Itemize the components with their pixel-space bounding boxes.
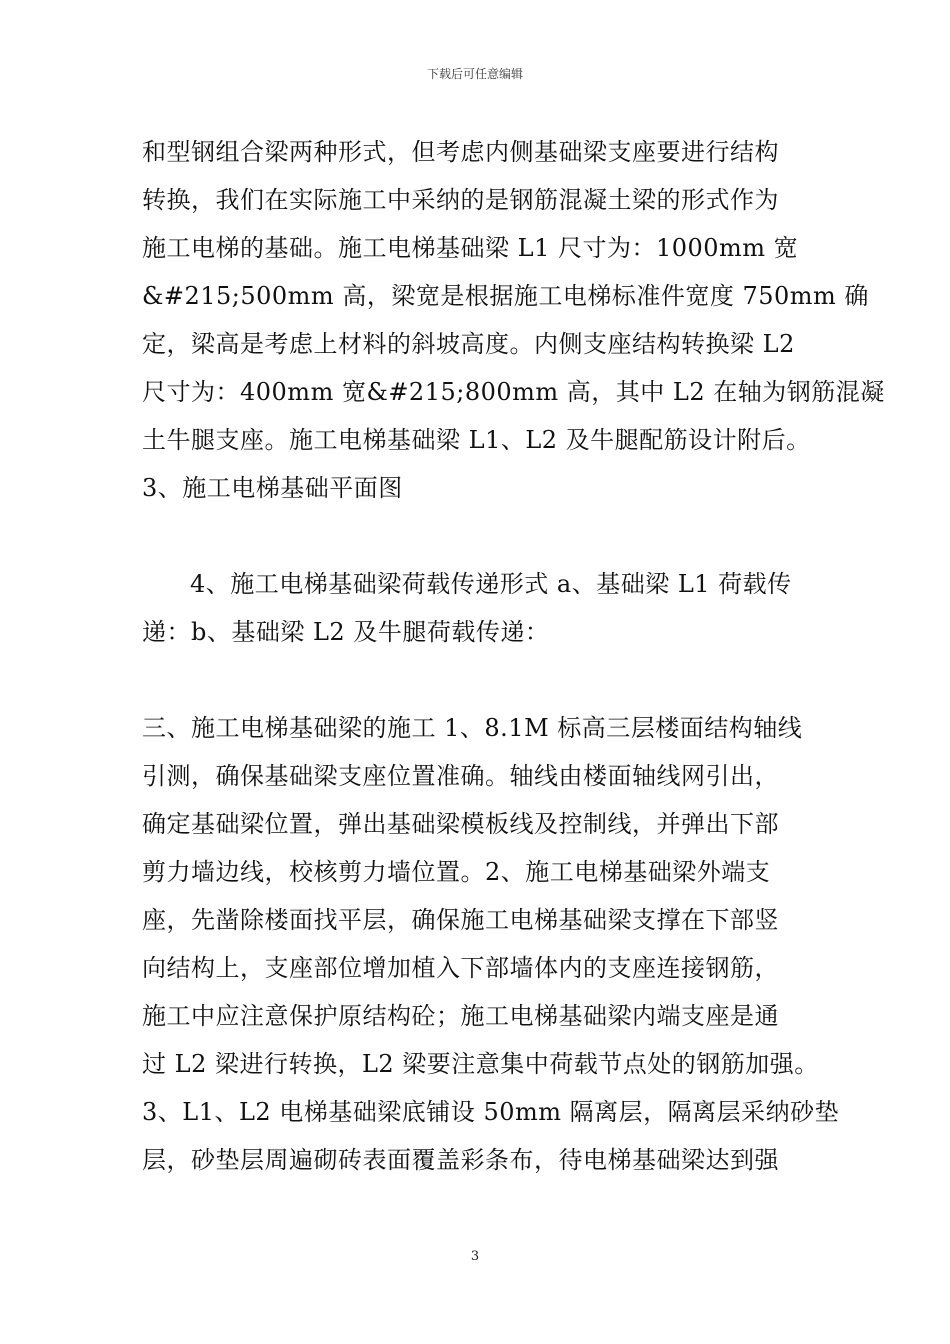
body-line: 向结构上，支座部位增加植入下部墙体内的支座连接钢筋， bbox=[142, 954, 779, 982]
section-heading: 3、施工电梯基础平面图 bbox=[142, 474, 403, 502]
body-line: 定，梁高是考虑上材料的斜坡高度。内侧支座结构转换梁 L2 bbox=[142, 330, 795, 358]
body-line: 施工电梯的基础。施工电梯基础梁 L1 尺寸为：1000mm 宽 bbox=[142, 234, 799, 262]
page-header: 下载后可任意编辑 bbox=[426, 67, 523, 81]
body-line: 转换，我们在实际施工中采纳的是钢筋混凝土梁的形式作为 bbox=[142, 186, 779, 214]
body-line: &#215;500mm 高，梁宽是根据施工电梯标准件宽度 750mm 确 bbox=[142, 282, 869, 310]
body-line: 座，先凿除楼面找平层，确保施工电梯基础梁支撑在下部竖 bbox=[142, 906, 779, 934]
body-line: 递：b、基础梁 L2 及牛腿荷载传递： bbox=[142, 618, 550, 646]
body-line: 确定基础梁位置，弹出基础梁模板线及控制线，并弹出下部 bbox=[142, 810, 779, 838]
body-line: 剪力墙边线，校核剪力墙位置。2、施工电梯基础梁外端支 bbox=[142, 858, 771, 886]
paragraph-gap bbox=[142, 512, 822, 560]
body-line: 引测，确保基础梁支座位置准确。轴线由楼面轴线网引出， bbox=[142, 762, 779, 790]
body-line: 过 L2 梁进行转换，L2 梁要注意集中荷载节点处的钢筋加强。 bbox=[142, 1050, 819, 1078]
body-line: 施工中应注意保护原结构砼；施工电梯基础梁内端支座是通 bbox=[142, 1002, 779, 1030]
paragraph-gap bbox=[142, 656, 822, 704]
body-line: 4、施工电梯基础梁荷载传递形式 a、基础梁 L1 荷载传 bbox=[190, 570, 792, 598]
document-body bbox=[142, 128, 885, 1184]
body-line: 3、L1、L2 电梯基础梁底铺设 50mm 隔离层，隔离层采纳砂垫 bbox=[142, 1098, 840, 1126]
page-number: 3 bbox=[470, 1249, 480, 1264]
body-line: 尺寸为：400mm 宽&#215;800mm 高，其中 L2 在轴为钢筋混凝 bbox=[142, 378, 885, 406]
body-line: 层，砂垫层周遍砌砖表面覆盖彩条布，待电梯基础梁达到强 bbox=[142, 1146, 779, 1174]
body-line: 和型钢组合梁两种形式，但考虑内侧基础梁支座要进行结构 bbox=[142, 138, 779, 166]
body-line: 土牛腿支座。施工电梯基础梁 L1、L2 及牛腿配筋设计附后。 bbox=[142, 426, 811, 454]
body-line: 三、施工电梯基础梁的施工 1、8.1M 标高三层楼面结构轴线 bbox=[142, 714, 803, 742]
